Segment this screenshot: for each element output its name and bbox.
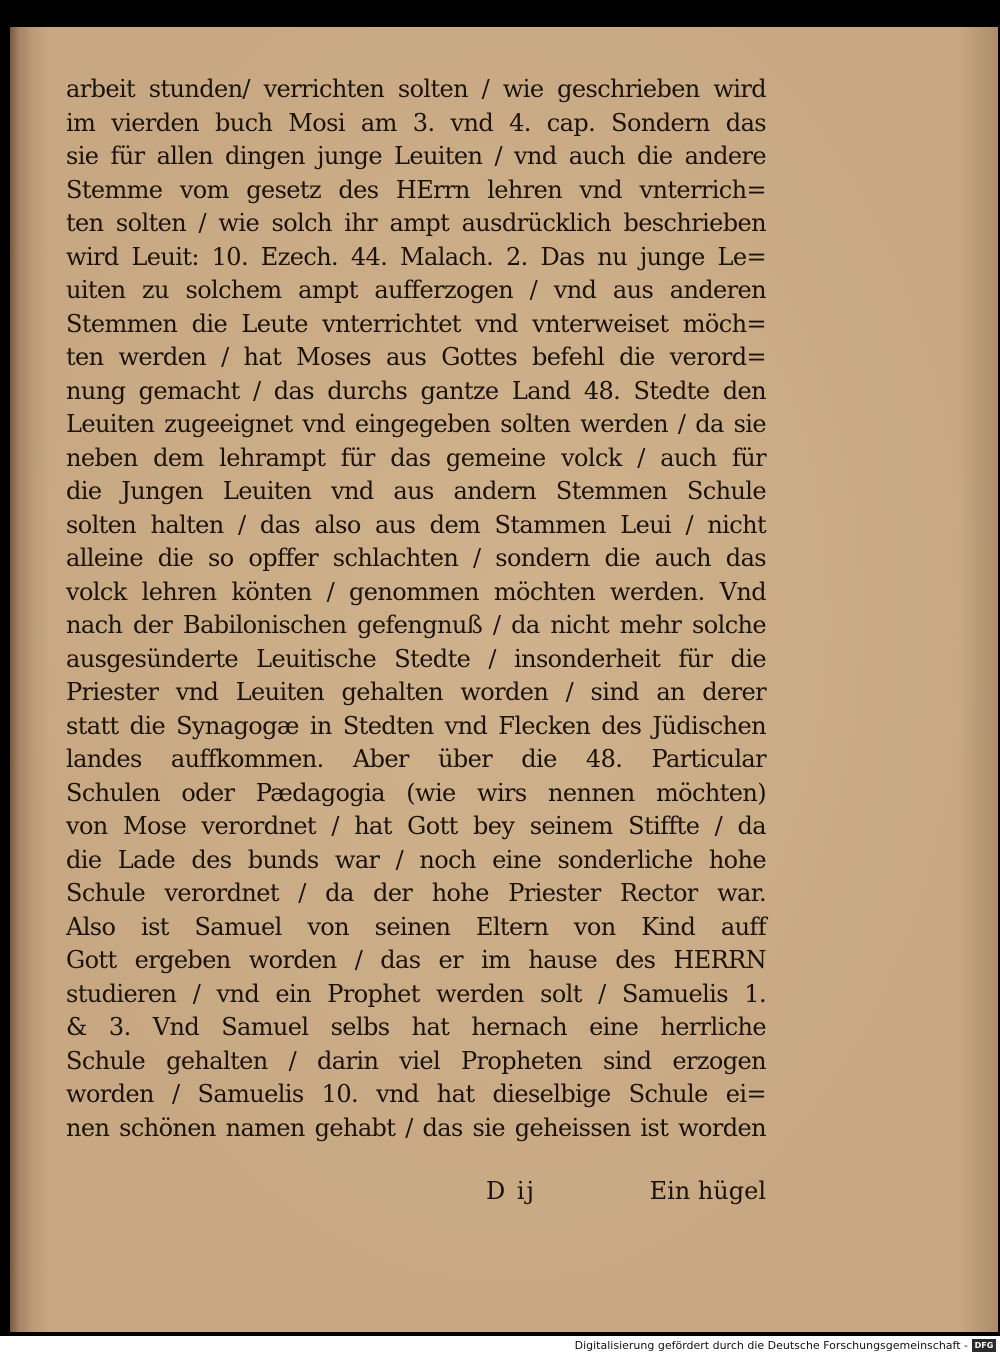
book-page: [10, 27, 998, 1332]
text-line: wird Leuit: 10. Ezech. 44. Malach. 2. Das nu junge Le=: [66, 242, 766, 271]
text-line: Schule gehalten / darin viel Propheten sind erzogen: [66, 1046, 766, 1075]
text-line: nung gemacht / das durchs gantze Land 48. Stedte den: [66, 376, 766, 405]
text-line: arbeit stunden/ verrichten solten / wie geschrieben wird: [66, 75, 766, 103]
text-line: solten halten / das also aus dem Stammen Leui / nicht: [66, 510, 766, 539]
page-footer: [66, 1177, 766, 1211]
text-line: studieren / vnd ein Prophet werden solt / Samuelis 1.: [66, 979, 766, 1008]
text-line: ausgesünderte Leuitische Stedte / insonderheit für die: [66, 644, 766, 673]
text-line: sie für allen dingen junge Leuiten / vnd auch die andere: [66, 142, 766, 170]
text-line: die Lade des bunds war / noch eine sonderliche hohe: [66, 845, 766, 874]
text-line: landes auffkommen. Aber über die 48. Particular: [66, 745, 766, 773]
text-line: neben dem lehrampt für das gemeine volck / auch für: [66, 443, 766, 472]
page-text-block: [66, 73, 766, 1145]
funding-credit: Digitalisierung gefördert durch die Deutsche Forschungsgemeinschaft -: [574, 1339, 968, 1352]
text-line: nach der Babilonischen gefengnuß / da nicht mehr solche: [66, 611, 766, 639]
text-line: Schule verordnet / da der hohe Priester Rector war.: [66, 879, 766, 907]
text-line: die Jungen Leuiten vnd aus andern Stemmen Schule: [66, 477, 766, 505]
text-line: nen schönen namen gehabt / das sie geheissen ist worden: [66, 1113, 766, 1142]
text-line: statt die Synagogæ in Stedten vnd Flecken des Jüdischen: [66, 711, 766, 740]
text-line: Priester vnd Leuiten gehalten worden / sind an derer: [66, 678, 766, 706]
text-line: Leuiten zugeeignet vnd eingegeben solten werden / da sie: [66, 410, 766, 438]
text-line: Gott ergeben worden / das er im hause des HERRN: [66, 946, 766, 974]
text-line: alleine die so opffer schlachten / sondern die auch das: [66, 544, 766, 572]
text-line: im vierden buch Mosi am 3. vnd 4. cap. Sondern das: [66, 108, 766, 137]
dfg-logo-icon: DFG: [972, 1339, 996, 1352]
text-line: Schulen oder Pædagogia (wie wirs nennen möchten): [66, 778, 766, 807]
text-line: uiten zu solchem ampt aufferzogen / vnd aus anderen: [66, 276, 766, 304]
text-line: Also ist Samuel von seinen Eltern von Kind auff: [66, 912, 766, 941]
page-binding-edge: [10, 27, 32, 1332]
text-line: von Mose verordnet / hat Gott bey seinem Stiffte / da: [66, 812, 766, 840]
text-line: ten solten / wie solch ihr ampt ausdrücklich beschrieben: [66, 209, 766, 237]
text-line: Stemme vom gesetz des HErrn lehren vnd vnterrich=: [66, 175, 766, 204]
text-line: worden / Samuelis 10. vnd hat dieselbige Schule ei=: [66, 1080, 766, 1108]
text-line: & 3. Vnd Samuel selbs hat hernach eine herrliche: [66, 1013, 766, 1041]
catchword: Ein hügel: [649, 1177, 766, 1205]
signature-mark: D ij: [486, 1177, 536, 1205]
text-line: volck lehren könten / genommen möchten werden. Vnd: [66, 577, 766, 606]
credit-bar: [0, 1336, 1000, 1356]
text-line: ten werden / hat Moses aus Gottes befehl die verord=: [66, 343, 766, 371]
text-line: Stemmen die Leute vnterrichtet vnd vnterweiset möch=: [66, 309, 766, 338]
